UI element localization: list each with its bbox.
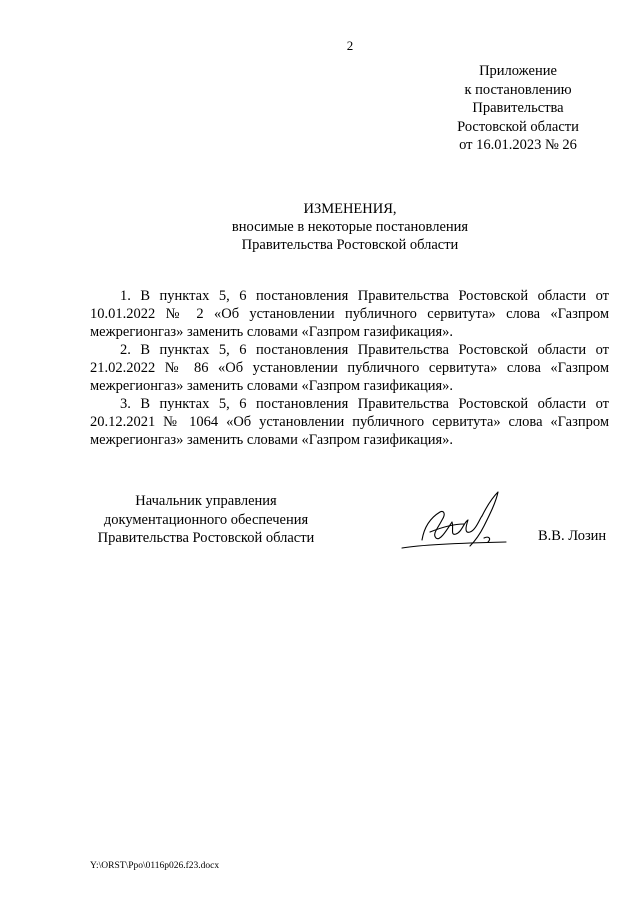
paragraph-3: 3. В пунктах 5, 6 постановления Правительства Ростовской области от 20.12.2021 № 1064 «Об установлении публичного сервитута» слова «Газпром межрегионгаз» заменить словами «Газпром газификация». [90, 396, 609, 448]
page-number: 2 [346, 38, 354, 53]
signatory-position-line: Начальник управления [135, 493, 277, 509]
signatory-position-line: документационного обеспечения [103, 511, 309, 528]
document-title [0, 200, 640, 254]
annex-line: от 16.01.2023 № 26 [459, 137, 577, 153]
title-subtitle-2: Правительства Ростовской области [241, 237, 459, 253]
paragraph-2: 2. В пунктах 5, 6 постановления Правительства Ростовской области от 21.02.2022 № 86 «Об установлении публичного сервитута» слова «Газпром межрегионгаз» заменить словами «Газпром газификация». [90, 342, 609, 394]
annex-line: Приложение [479, 63, 557, 79]
signatory-position-line: Правительства Ростовской области [97, 530, 315, 546]
title-heading: ИЗМЕНЕНИЯ, [303, 201, 397, 217]
paragraph-1: 1. В пунктах 5, 6 постановления Правительства Ростовской области от 10.01.2022 № 2 «Об установлении публичного сервитута» слова «Газпром межрегионгаз» заменить словами «Газпром газификация». [90, 288, 609, 340]
file-path: Y:\ORST\Ppo\0116p026.f23.docx [90, 861, 220, 871]
handwritten-signature [400, 488, 510, 556]
signatory-name: В.В. Лозин [538, 528, 607, 544]
annex-block [448, 62, 588, 155]
annex-line: Ростовской области [457, 118, 579, 135]
annex-line: к постановлению [464, 81, 572, 98]
annex-line: Правительства [472, 100, 564, 116]
document-body [90, 287, 609, 449]
signatory-position [82, 492, 330, 548]
title-subtitle-1: вносимые в некоторые постановления [231, 219, 469, 235]
